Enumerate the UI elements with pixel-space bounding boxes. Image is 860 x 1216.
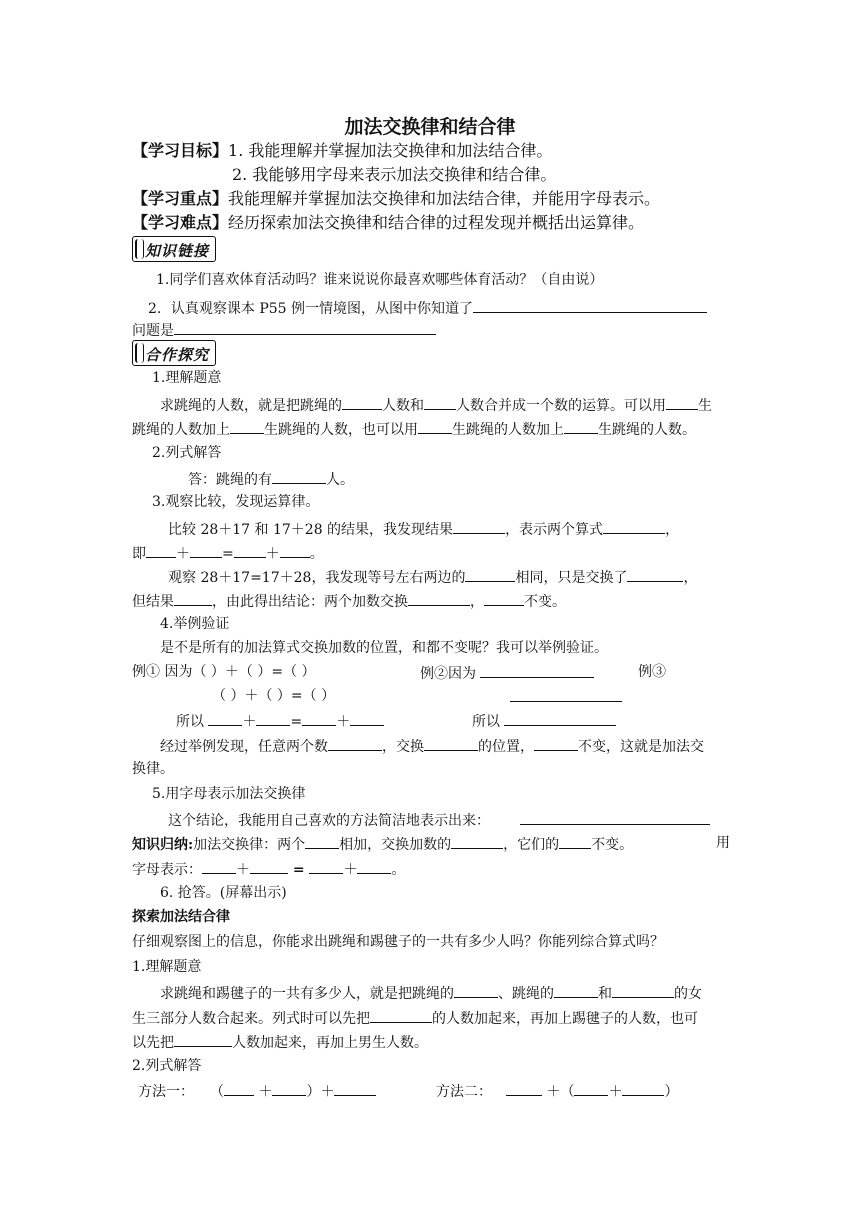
key-point-text: 我能理解并掌握加法交换律和加法结合律，并能用字母表示。 [228,189,661,208]
understand-line-1: 求跳绳的人数，就是把跳绳的 人数和 人数合并成一个数的运算。可以用 生 [160,395,712,415]
so-line-2: 所以 [472,711,616,731]
example-2: 例②因为 [420,663,594,683]
method-2: 方法二： ＋（ ＋ ） [436,1081,678,1101]
difficulty-text: 经历探索加法交换律和结合律的过程发现并概括出运算律。 [228,213,645,232]
key-point [132,188,660,210]
page-title: 加法交换律和结合律 [344,116,516,138]
verify-intro: 是不是所有的加法算式交换加数的位置，和都不变呢？我可以举例验证。 [160,640,608,656]
section-verify: 4.举例验证 [160,616,230,632]
answer-line: 答：跳绳的有 人。 [188,469,354,489]
method-1: 方法一： （ ＋ ）＋ [138,1081,376,1101]
knowledge-summary: 知识归纳:加法交换律：两个 相加，交换加数的 ，它们的 不变。 [132,834,633,854]
example-2-blank [510,687,622,707]
section-quiz: 6. 抢答。(屏幕出示) [160,885,287,901]
letter-formula: 字母表示： ＋ = ＋ 。 [132,859,405,879]
goal-2: 2. 我能够用字母来表示加法交换律和结合律。 [232,165,557,184]
compare-line-2: 即 ＋ = ＋ 。 [132,543,324,563]
knowledge-link-badge: 知识链接 [132,236,216,262]
compare-line-1: 比较 28＋17 和 17＋28 的结果，我发现结果 ，表示两个算式 ， [168,519,679,539]
cooperative-explore-badge: 合作探究 [132,340,216,366]
link-question-1: 1.同学们喜欢体育活动吗？谁来说说你最喜欢哪些体育活动？（自由说） [156,272,604,288]
so-line-1: 所以 ＋ = ＋ [176,711,384,731]
link-question-2b: 问题是 [132,320,436,340]
understand-line-2: 跳绳的人数加上 生跳绳的人数，也可以用 生跳绳的人数加上 生跳绳的人数。 [132,419,696,439]
summary-trailing: 用 [716,835,730,851]
assoc-section-solve: 2.列式解答 [132,1058,202,1074]
finding-line-1: 经过举例发现，任意两个数 ，交换 的位置， 不变，这就是加法交 [160,736,704,756]
example-1: 例① 因为（ ）＋（ ）=（ ） [132,664,316,680]
difficulty [132,212,644,234]
assoc-heading: 探索加法结合律 [132,909,230,925]
learning-goals [132,140,552,162]
link-question-2: 2．认真观察课本 P55 例一情境图，从图中你知道了 [148,298,707,318]
section-understand: 1.理解题意 [152,370,222,386]
assoc-line-1: 求跳绳和踢毽子的一共有多少人，就是把跳绳的 、跳绳的 和 的女 [160,983,702,1003]
goal-1: 1. 我能理解并掌握加法交换律和加法结合律。 [228,141,553,160]
assoc-question: 仔细观察图上的信息，你能求出跳绳和踢毽子的一共有多少人吗？你能列综合算式吗？ [132,934,664,950]
goals-label: 【学习目标】 [132,141,229,160]
section-compare: 3.观察比较，发现运算律。 [152,494,320,510]
observe-line-2: 但结果 ，由此得出结论：两个加数交换 ， 不变。 [132,591,566,611]
observe-line-1: 观察 28＋17=17＋28，我发现等号左右两边的 相同，只是交换了 ， [168,567,697,587]
assoc-line-3: 以先把 人数加起来，再加上男生人数。 [132,1032,428,1052]
assoc-line-2: 生三部分人数合起来。列式时可以先把 的人数加起来，再加上踢毽子的人数，也可 [132,1008,698,1028]
letters-line: 这个结论，我能用自己喜欢的方法简洁地表示出来： [168,810,710,830]
key-point-label: 【学习重点】 [132,189,229,208]
example-1-swap: （ ）＋（ ）=（ ） [212,688,336,704]
section-letters: 5.用字母表示加法交换律 [152,786,306,802]
finding-line-2: 换律。 [132,761,174,777]
assoc-section-understand: 1.理解题意 [132,959,202,975]
section-solve: 2.列式解答 [152,445,222,461]
difficulty-label: 【学习难点】 [132,213,229,232]
example-3: 例③ [638,664,666,680]
